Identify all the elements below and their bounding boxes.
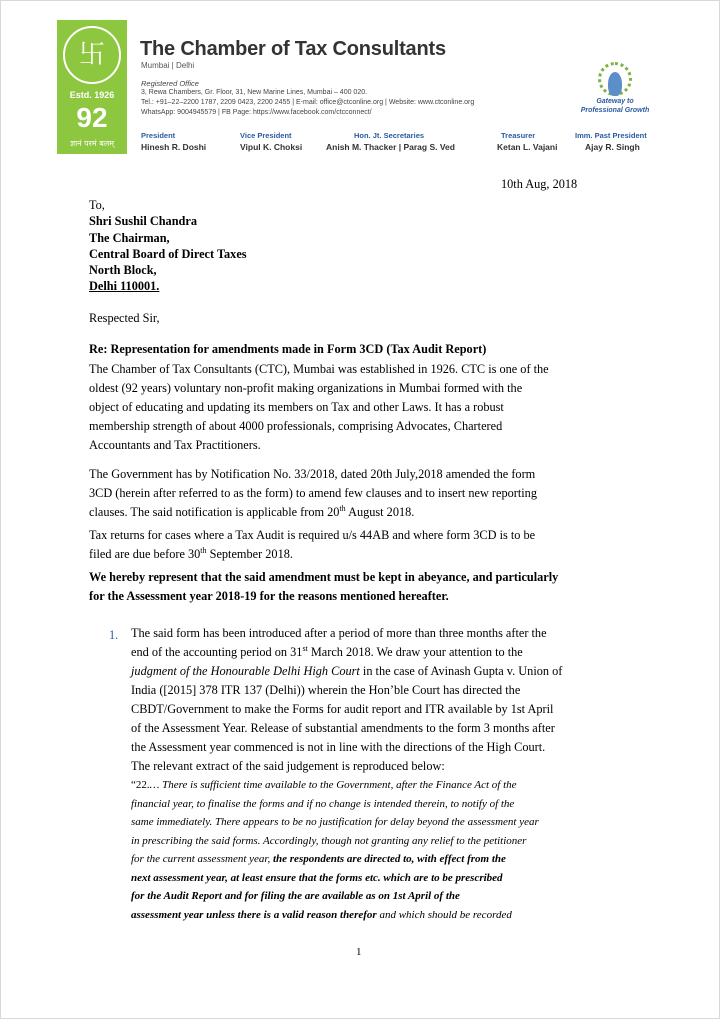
officer-president — [141, 131, 206, 152]
officer-title: Vice President — [240, 131, 292, 140]
para-line: The Chamber of Tax Consultants (CTC), Mumbai was established in 1926. CTC is one of the — [89, 362, 549, 376]
para-line: the Assessment year commenced is not in line with the directions of the High Court. — [131, 740, 546, 754]
officer-title: Treasurer — [501, 131, 536, 140]
para-line: for the Assessment year 2018-19 for the reasons mentioned hereafter. — [89, 589, 449, 603]
address: 3, Rewa Chambers, Gr. Floor, 31, New Marine Lines, Mumbai – 400 020. — [141, 89, 368, 96]
quote-line: for the Audit Report and for filing the are available as on 1st April of the — [131, 890, 460, 902]
para-line: clauses. The said notification is applicable from 20th August 2018. — [89, 503, 415, 519]
officer-name: Vipul K. Choksi — [240, 142, 303, 152]
registered-office-label: Registered Office — [141, 79, 199, 88]
ctc-seal-logo — [57, 20, 127, 154]
quote-line: same immediately. There appears to be no justification for delay beyond the assessment year — [131, 816, 539, 828]
gateway-logo — [580, 62, 650, 117]
officer-vice-president — [240, 131, 302, 152]
notification-paragraph — [89, 465, 633, 522]
officer-treasurer — [497, 131, 557, 152]
addressee-line: Delhi 110001. — [89, 279, 160, 293]
social-info: WhatsApp: 9004945579 | FB Page: https://www.facebook.com/ctcconnect/ — [141, 109, 372, 116]
para-line: India ([2015] 378 ITR 137 (Delhi)) wherein the Hon’ble Court has directed the — [131, 683, 521, 697]
quote-line: next assessment year, at least ensure that the forms etc. which are to be prescribed — [131, 871, 503, 884]
para-line: The relevant extract of the said judgement is reproduced below: — [131, 759, 445, 773]
para-line: CBDT/Government to make the Forms for audit report and ITR available by 1st April — [131, 702, 554, 716]
gateway-logo-line2: Professional Growth — [580, 107, 650, 114]
org-name: The Chamber of Tax Consultants — [140, 38, 446, 60]
addressee-line: The Chairman, — [89, 231, 170, 245]
addressee-line: Central Board of Direct Taxes — [89, 247, 247, 261]
quote-line: in prescribing the said forms. Accordingly, though not granting any relief to the petitioner — [131, 834, 527, 847]
officer-title: Imm. Past President — [575, 131, 647, 140]
quote-line: financial year, to finalise the forms and if no change is intended therein, to notify of the — [131, 797, 515, 810]
addressee-line: Shri Sushil Chandra — [89, 214, 197, 228]
officer-title: President — [141, 131, 176, 140]
officer-title: Hon. Jt. Secretaries — [354, 131, 425, 140]
point-number: 1. — [109, 628, 119, 642]
addressee-line: North Block, — [89, 263, 157, 277]
point-1-paragraph — [131, 624, 633, 776]
letter-date: 10th Aug, 2018 — [501, 177, 578, 191]
org-city: Mumbai | Delhi — [141, 61, 195, 70]
officer-name: Hinesh R. Doshi — [141, 142, 207, 152]
quote-line: assessment year unless there is a valid reason therefor and which should be recorded — [131, 908, 512, 921]
para-line: end of the accounting period on 31st March 2018. We draw your attention to the — [131, 643, 523, 659]
seal-years: 92 — [76, 102, 108, 133]
para-line: oldest (92 years) voluntary non-profit making organizations in Mumbai formed with the — [89, 381, 523, 395]
officer-jt-secretaries — [326, 131, 455, 152]
para-line: judgment of the Honourable Delhi High Court in the case of Avinash Gupta v. Union of — [131, 664, 563, 678]
representation-paragraph — [89, 568, 633, 606]
due-date-paragraph — [89, 526, 633, 564]
subject-line: Re: Representation for amendments made in Form 3CD (Tax Audit Report) — [89, 342, 487, 356]
quote-line: for the current assessment year, the respondents are directed to, with effect from the — [131, 853, 506, 865]
para-line: Tax returns for cases where a Tax Audit is required u/s 44AB and where form 3CD is to be — [89, 528, 536, 542]
para-line: The said form has been introduced after a period of more than three months after the — [131, 626, 547, 640]
seal-estd: Estd. 1926 — [69, 90, 115, 100]
to-label: To, — [89, 198, 105, 212]
para-line: filed are due before 30th September 2018. — [89, 545, 293, 561]
judgment-quote — [131, 776, 633, 924]
para-line: object of educating and updating its members on Tax and other Laws. It has a robust — [89, 400, 504, 414]
swastika-icon: 卐 — [78, 40, 105, 70]
officer-past-president — [575, 131, 647, 152]
page-number: 1 — [356, 946, 362, 958]
quote-line: “22.… There is sufficient time available to the Government, after the Finance Act of the — [131, 779, 517, 791]
salutation: Respected Sir, — [89, 311, 160, 325]
gateway-logo-line1: Gateway to — [596, 98, 634, 105]
para-line: membership strength of about 4000 professionals, comprising Advocates, Chartered — [89, 419, 503, 433]
contact-info: Tel.: +91–22–2200 1787, 2209 0423, 2200 2455 | E-mail: office@ctconline.org | Website: www.ctconline.org — [141, 99, 475, 106]
para-line: of the Assessment Year. Release of substantial amendments to the form 3 months after — [131, 721, 555, 735]
peacock-body-icon — [608, 72, 622, 96]
officer-name: Anish M. Thacker | Parag S. Ved — [326, 142, 455, 152]
officer-name: Ketan L. Vajani — [497, 142, 558, 152]
para-line: 3CD (herein after referred to as the form) to amend few clauses and to insert new reporting — [89, 486, 537, 500]
para-line: Accountants and Tax Practitioners. — [89, 438, 261, 452]
intro-paragraph — [89, 360, 633, 455]
para-line: The Government has by Notification No. 33/2018, dated 20th July,2018 amended the form — [89, 467, 536, 481]
officer-name: Ajay R. Singh — [585, 142, 640, 152]
seal-motto: ज्ञानं परमं बलम् — [69, 139, 115, 148]
para-line: We hereby represent that the said amendment must be kept in abeyance, and particularly — [89, 570, 559, 584]
